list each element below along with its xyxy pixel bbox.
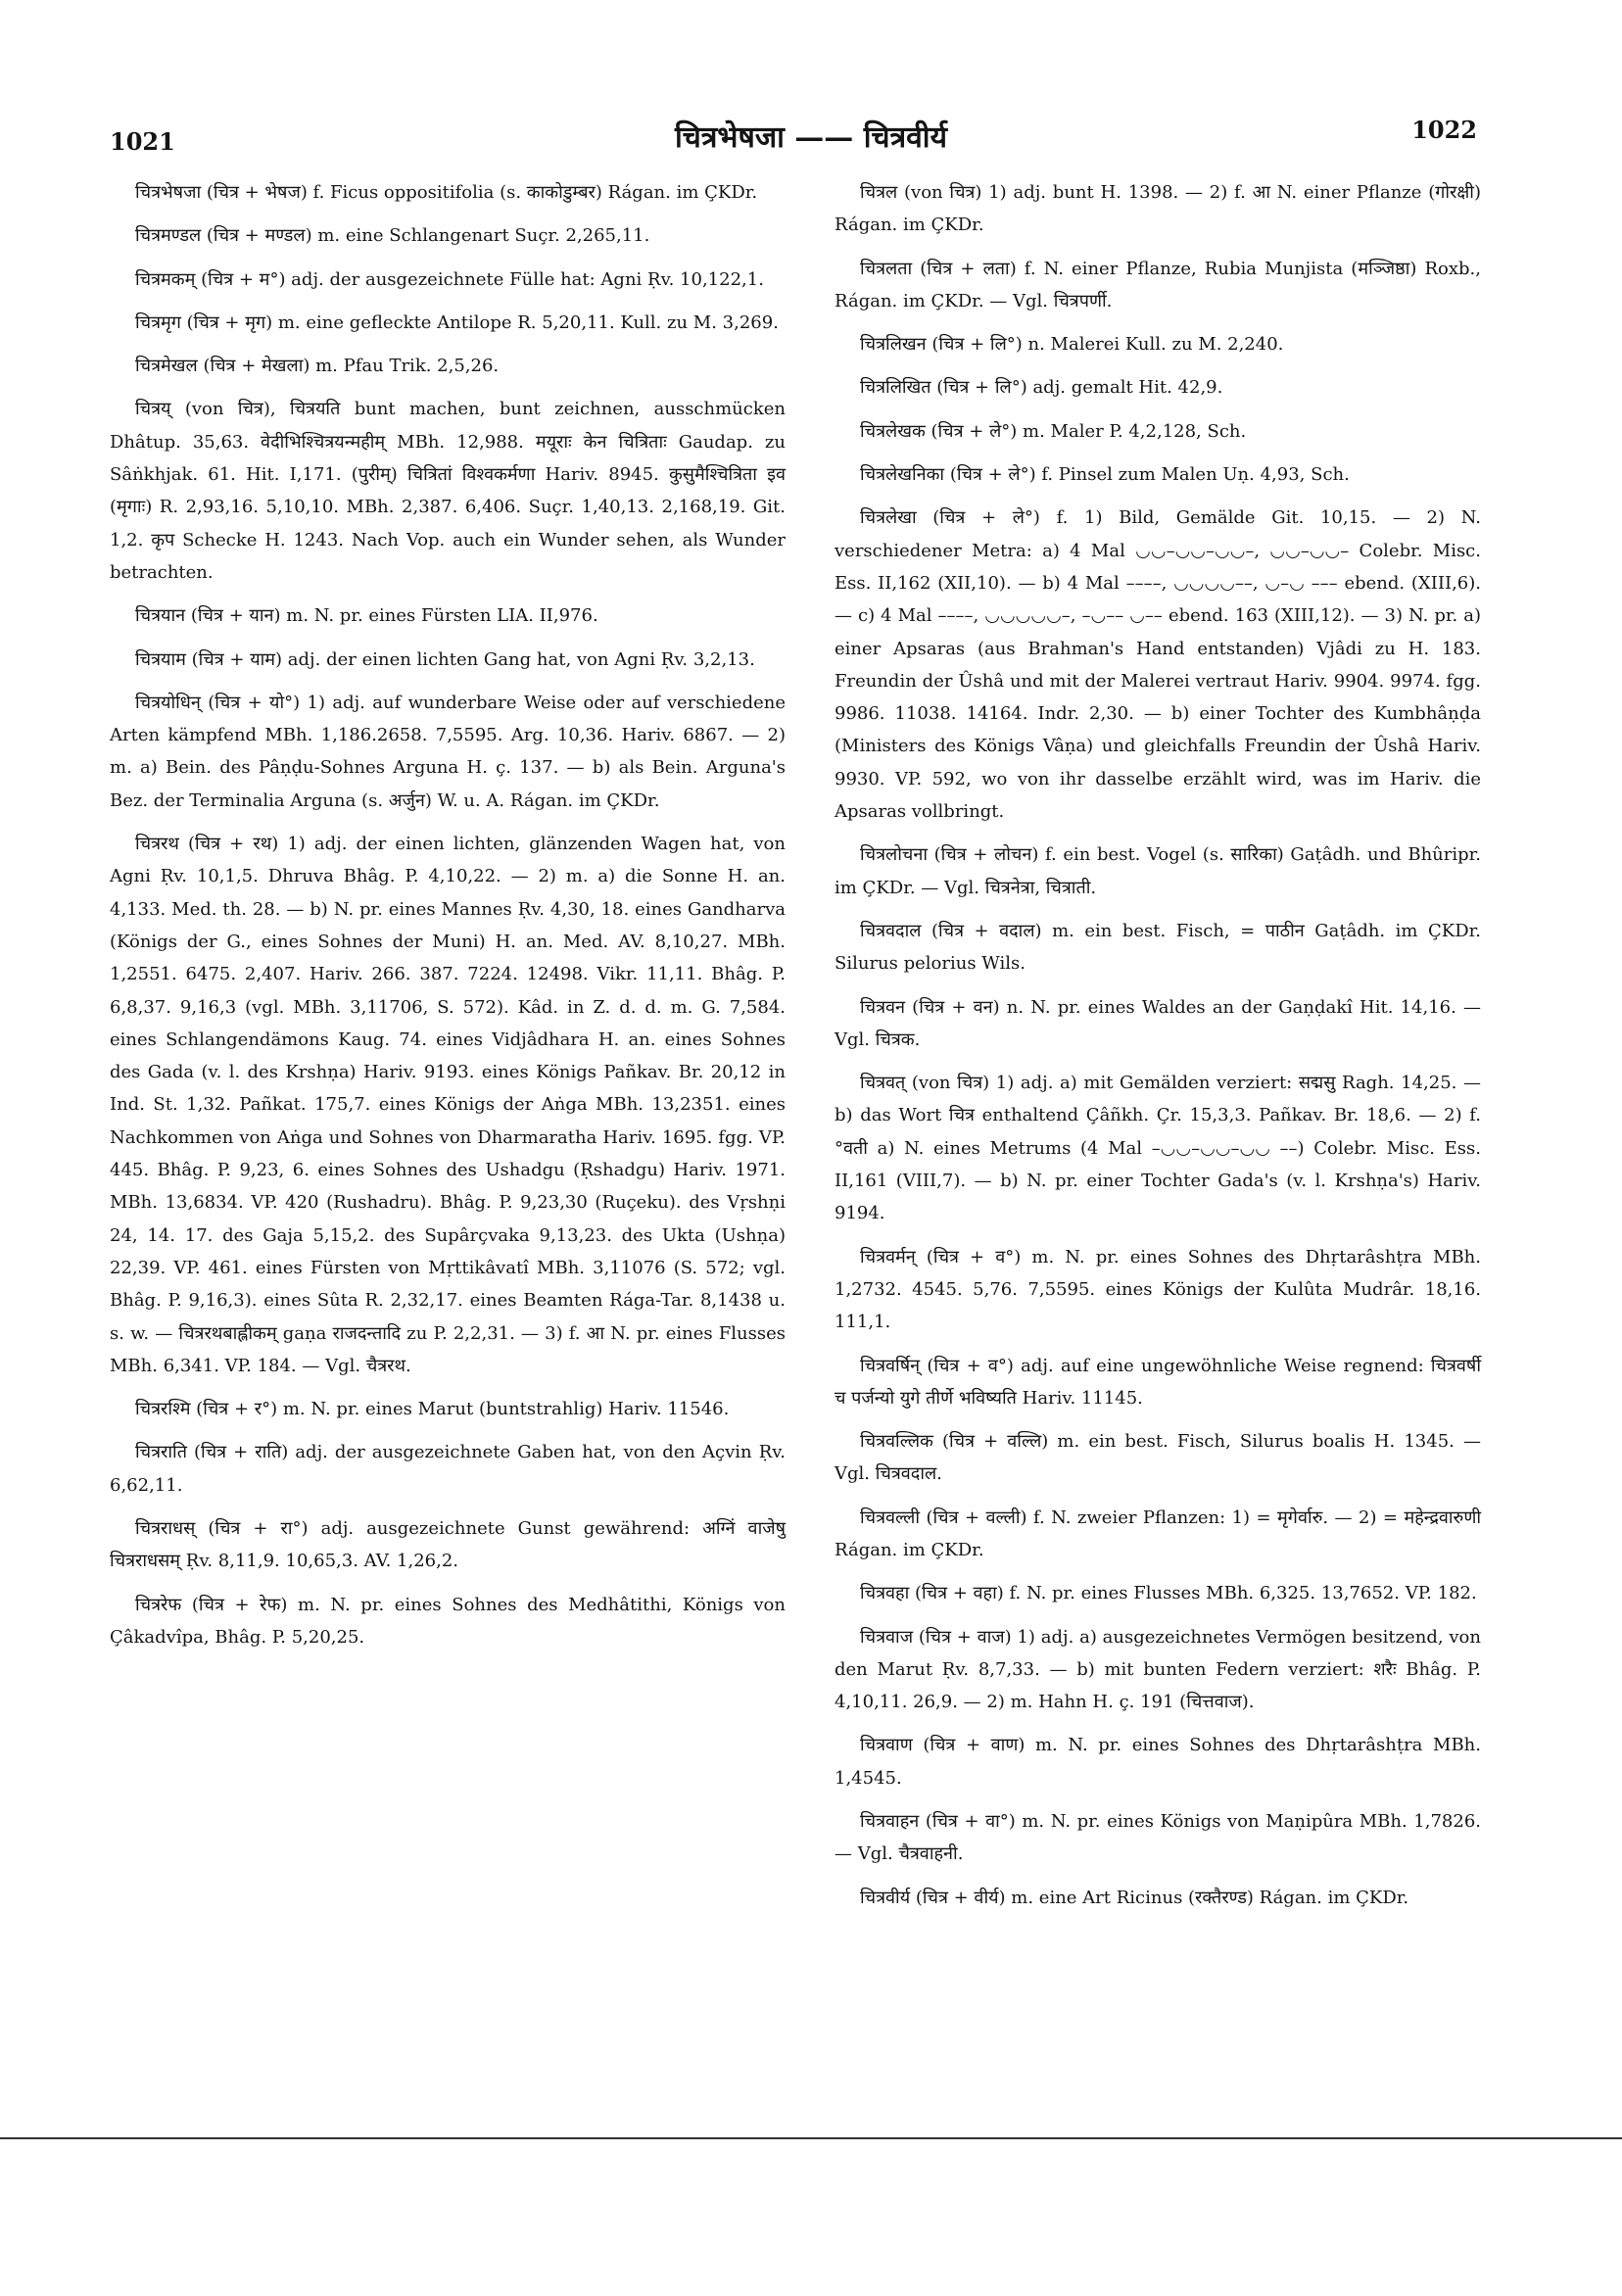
footer-rule bbox=[0, 2137, 1622, 2139]
dictionary-entry: चित्रवदाल (चित्र + वदाल) m. ein best. Fisch, = पाठीन Gaṭâdh. im ÇKDr. Silurus pelorius Wils. bbox=[835, 920, 1481, 975]
dictionary-entry: चित्रमेखल (चित्र + मेखला) m. Pfau Trik. 2,5,26. bbox=[135, 356, 500, 377]
dictionary-entry: चित्ररथ (चित्र + रथ) 1) adj. der einen lichten, glänzenden Wagen hat, von Agni Ṛv. 10,1,5. Dhruva Bhâg. P. 4,10,22. — 2) m. a) die Sonne H. an. 4,133. Med. th. 28. — b) N. pr. eines Mannes Ṛv. 4,30, 18. eines Gandharva (Königs der G., eines Sohnes der Muni) H. an. Med. AV. 8,10,27. MBh. 1,2551. 6475. 2,407. Hariv. 266. 387. 7224. 12498. Vikr. 11,11. Bhâg. P. 6,8,37. 9,16,3 (vgl. MBh. 3,11706, S. 572). Kâd. in Z. d. d. m. G. 7,584. eines Schlangendämons Kaug. 74. eines Vidjâdhara H. an. eines Sohnes des Gada (v. l. des Krshṇa) Hariv. 9193. eines Königs Pañkav. Br. 20,12 in Ind. St. 1,32. Pañkat. 175,7. eines Königs der Aṅga MBh. 13,2351. eines Nachkommen von Aṅga und Sohnes von Dharmaratha Hariv. 1695. fgg. VP. 445. Bhâg. P. 9,23, 6. eines Sohnes des Ushadgu (Ṛshadgu) Hariv. 1971. MBh. 13,6834. VP. 420 (Rushadru). Bhâg. P. 9,23,30 (Ruçeku). des Vṛshṇi 24, 14. 17. des Gaja 5,15,2. des Supârçvaka 9,13,23. des Ukta (Ushṇa) 22,39. VP. 461. eines Fürsten von Mṛttikâvatî MBh. 3,11076 (S. 572; vgl. Bhâg. P. 9,16,3). eines Sûta R. 2,32,17. eines Beamten Rága-Tar. 8,1438 u. s. w. — चित्ररथबाह्लीकम् gaṇa राजदन्तादि zu P. 2,2,31. — 3) f. आ N. pr. eines Flusses MBh. 6,341. VP. 184. — Vgl. चैत्ररथ. bbox=[110, 834, 786, 1376]
dictionary-entry: चित्रमकम् (चित्र + म°) adj. der ausgezeichnete Fülle hat: Agni Ṛv. 10,122,1. bbox=[135, 268, 764, 290]
dictionary-entry: चित्रलता (चित्र + लता) f. N. einer Pflanze, Rubia Munjista (मञ्जिष्ठा) Roxb., Rágan. im ÇKDr. — Vgl. चित्रपर्णी. bbox=[835, 258, 1481, 311]
page-number-right: 1022 bbox=[1411, 116, 1477, 144]
dictionary-entry: चित्ररश्मि (चित्र + र°) m. N. pr. eines Marut (buntstrahlig) Hariv. 11546. bbox=[135, 1399, 730, 1420]
dictionary-entry: चित्रराति (चित्र + राति) adj. der ausgezeichnete Gaben hat, von den Açvin Ṛv. 6,62,11. bbox=[110, 1442, 786, 1496]
dictionary-entry: चित्रयान (चित्र + यान) m. N. pr. eines Fürsten LIA. II,976. bbox=[135, 605, 598, 627]
dictionary-entry: चित्रवहा (चित्र + वहा) f. N. pr. eines Flusses MBh. 6,325. 13,7652. VP. 182. bbox=[860, 1583, 1477, 1604]
running-head: चित्रभेषजा —— चित्रवीर्य bbox=[675, 120, 947, 155]
dictionary-entry: चित्रलेखक (चित्र + ले°) m. Maler P. 4,2,128, Sch. bbox=[860, 420, 1247, 442]
dictionary-entry: चित्रलिखित (चित्र + लि°) adj. gemalt Hit. 42,9. bbox=[860, 377, 1223, 399]
dictionary-entry: चित्रवल्लिक (चित्र + वल्लि) m. ein best. Fisch, Silurus boalis H. 1345. — Vgl. चित्रवदाल. bbox=[835, 1431, 1481, 1485]
dictionary-entry: चित्रवन (चित्र + वन) n. N. pr. eines Waldes an der Gaṇḍakî Hit. 14,16. — Vgl. चित्रक. bbox=[835, 996, 1481, 1050]
dictionary-entry: चित्रवत् (von चित्र) 1) adj. a) mit Gemälden verziert: सद्मसु Ragh. 14,25. — b) das Wort चित्र enthaltend Çâñkh. Çr. 15,3,3. Pañkav. Br. 18,6. — 2) f. °वती a) N. eines Metrums (4 Mal –◡◡–◡◡–◡◡ ––) Colebr. Misc. Ess. II,161 (VIII,7). — b) N. pr. einer Tochter Gada's (v. l. Krshṇa's) Hariv. 9194. bbox=[835, 1073, 1481, 1224]
page-number-left: 1021 bbox=[110, 127, 175, 156]
dictionary-entry: चित्रलिखन (चित्र + लि°) n. Malerei Kull. zu M. 2,240. bbox=[860, 334, 1284, 356]
dictionary-entry: चित्रलेखा (चित्र + ले°) f. 1) Bild, Gemälde Git. 10,15. — 2) N. verschiedener Metra: a) 4 Mal ◡◡–◡◡–◡◡–, ◡◡–◡◡– Colebr. Misc. Ess. II,162 (XII,10). — b) 4 Mal ––––, ◡◡◡◡––, ◡–◡ ––– ebend. (XIII,6). — c) 4 Mal ––––, ◡◡◡◡◡–, –◡–– ◡–– ebend. 163 (XIII,12). — 3) N. pr. a) einer Apsaras (aus Brahman's Hand entstanden) Vjâdi zu H. 183. Freundin der Ûshâ und mit der Malerei vertraut Hariv. 9904. 9974. fgg. 9986. 11038. 14164. Indr. 2,30. — b) einer Tochter des Kumbhâṇḍa (Ministers des Königs Vâṇa) und gleichfalls Freundin der Ûshâ Hariv. 9930. VP. 592, wo von ihr dasselbe erzählt wird, was im Hariv. die Apsaras vollbringt. bbox=[835, 507, 1481, 823]
dictionary-entry: चित्रवाज (चित्र + वाज) 1) adj. a) ausgezeichnetes Vermögen besitzend, von den Marut Ṛv. 8,7,33. — b) mit bunten Federn verziert: शरैः Bhâg. P. 4,10,11. 26,9. — 2) m. Hahn H. ç. 191 (चित्तवाज). bbox=[835, 1626, 1481, 1713]
dictionary-entry: चित्रवाहन (चित्र + वा°) m. N. pr. eines Königs von Maṇipûra MBh. 1,7826. — Vgl. चैत्रवाहनी. bbox=[835, 1811, 1481, 1865]
dictionary-entry: चित्रवर्मन् (चित्र + व°) m. N. pr. eines Sohnes des Dhṛtarâshṭra MBh. 1,2732. 4545. 5,76. 7,5595. eines Königs der Kulûta Mudrâr. 18,16. 111,1. bbox=[835, 1246, 1481, 1333]
dictionary-entry: चित्रय् (von चित्र), चित्रयति bunt machen, bunt zeichnen, ausschmücken Dhâtup. 35,63. वेदीभिश्चित्रयन्महीम् MBh. 12,988. मयूराः केन चित्रिताः Gaudap. zu Sâṅkhjak. 61. Hit. I,171. (पुरीम्) चित्रितां विश्वकर्मणा Hariv. 8945. कुसुमैश्चित्रिता इव (मृगाः) R. 2,93,16. 5,10,10. MBh. 2,387. 6,406. Suçr. 1,40,13. 2,168,19. Git. 1,2. कृप Schecke H. 1243. Nach Vop. auch ein Wunder sehen, als Wunder betrachten. bbox=[110, 399, 786, 583]
dictionary-entry: चित्रवीर्य (चित्र + वीर्य) m. eine Art Ricinus (रक्तैरण्ड) Rágan. im ÇKDr. bbox=[860, 1887, 1409, 1908]
dictionary-entry: चित्ररेफ (चित्र + रेफ) m. N. pr. eines Sohnes des Medhâtithi, Königs von Çâkadvîpa, Bhâg. P. 5,20,25. bbox=[110, 1594, 786, 1648]
dictionary-entry: चित्रयोधिन् (चित्र + यो°) 1) adj. auf wunderbare Weise oder auf verschiedene Arten kämpfend MBh. 1,186.2658. 7,5595. Arg. 10,36. Hariv. 6867. — 2) m. a) Bein. des Pâṇḍu-Sohnes Arguna H. ç. 137. — b) als Bein. Arguna's Bez. der Terminalia Arguna (s. अर्जुन) W. u. A. Rágan. im ÇKDr. bbox=[110, 692, 786, 811]
left-column bbox=[110, 176, 786, 1664]
dictionary-entry: चित्रमण्डल (चित्र + मण्डल) m. eine Schlangenart Suçr. 2,265,11. bbox=[135, 225, 650, 247]
dictionary-entry: चित्रभेषजा (चित्र + भेषज) f. Ficus oppositifolia (s. काकोडुम्बर) Rágan. im ÇKDr. bbox=[135, 182, 758, 203]
dictionary-entry: चित्रवर्षिन् (चित्र + व°) adj. auf eine ungewöhnliche Weise regnend: चित्रवर्षी च पर्जन्यो युगे तीर्णे भविष्यति Hariv. 11145. bbox=[835, 1355, 1481, 1409]
dictionary-entry: चित्रराधस् (चित्र + रा°) adj. ausgezeichnete Gunst gewährend: अग्निं वाजेषु चित्रराधसम् Ṛv. 8,11,9. 10,65,3. AV. 1,26,2. bbox=[110, 1517, 786, 1572]
dictionary-entry: चित्रयाम (चित्र + याम) adj. der einen lichten Gang hat, von Agni Ṛv. 3,2,13. bbox=[135, 648, 755, 670]
dictionary-entry: चित्रलोचना (चित्र + लोचन) f. ein best. Vogel (s. सारिका) Gaṭâdh. und Bhûripr. im ÇKDr. — Vgl. चित्रनेत्रा, चित्राती. bbox=[835, 844, 1481, 898]
dictionary-entry: चित्रवाण (चित्र + वाण) m. N. pr. eines Sohnes des Dhṛtarâshṭra MBh. 1,4545. bbox=[835, 1735, 1481, 1789]
dictionary-entry: चित्रलेखनिका (चित्र + ले°) f. Pinsel zum Malen Uṇ. 4,93, Sch. bbox=[860, 464, 1350, 486]
dictionary-entry: चित्रवल्ली (चित्र + वल्ली) f. N. zweier Pflanzen: 1) = मृगेर्वारु. — 2) = महेन्द्रवारुणी Rágan. im ÇKDr. bbox=[835, 1507, 1481, 1560]
dictionary-entry: चित्रमृग (चित्र + मृग) m. eine gefleckte Antilope R. 5,20,11. Kull. zu M. 3,269. bbox=[135, 311, 779, 333]
right-column bbox=[835, 176, 1481, 1925]
dictionary-entry: चित्रल (von चित्र) 1) adj. bunt H. 1398. — 2) f. आ N. einer Pflanze (गोरक्षी) Rágan. im ÇKDr. bbox=[835, 182, 1481, 236]
